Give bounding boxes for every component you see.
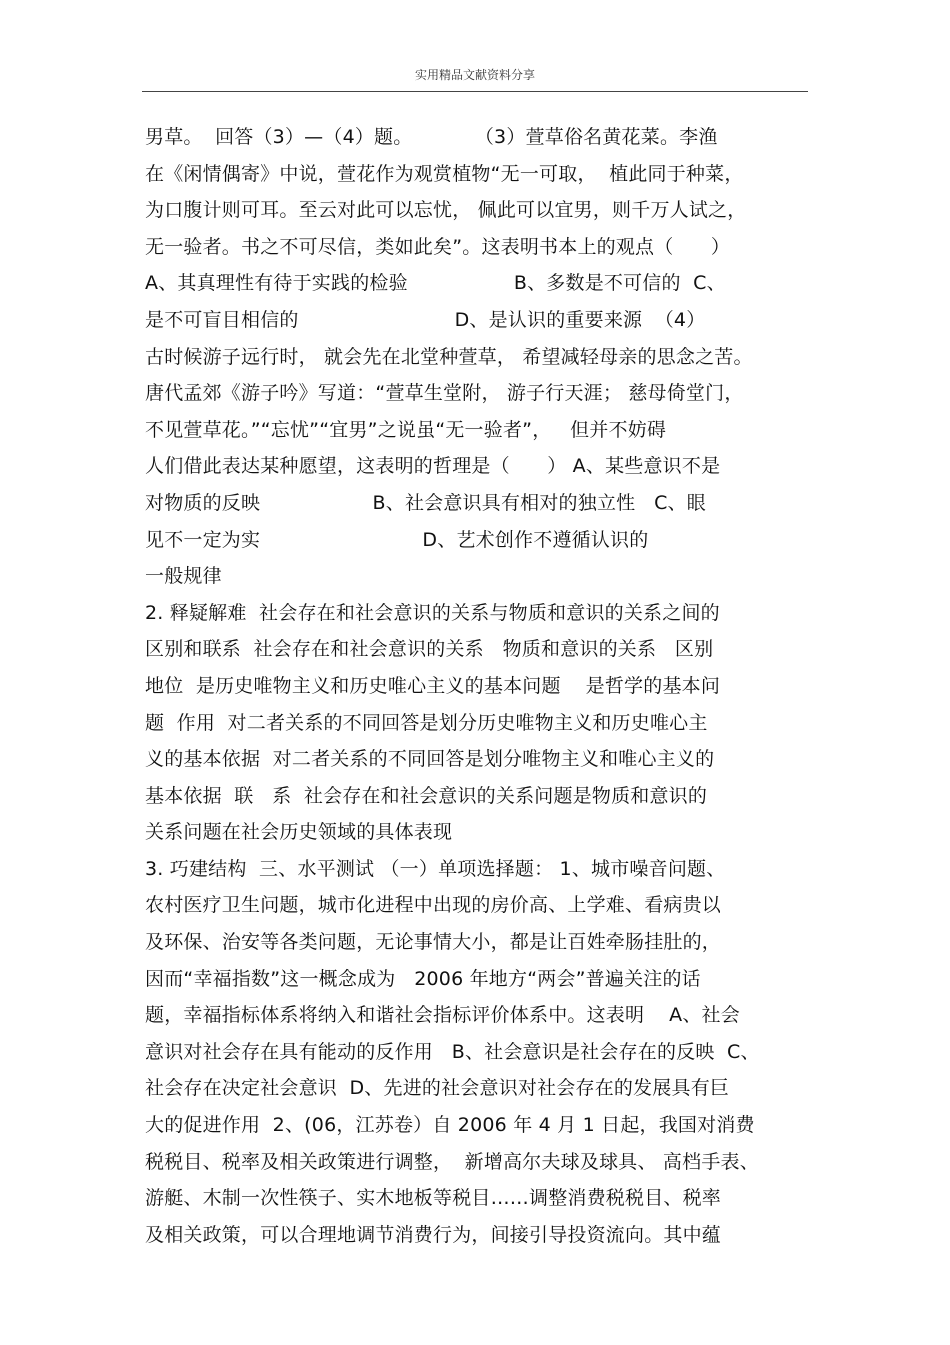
text-line: 2. 释疑解难 社会存在和社会意识的关系与物质和意识的关系之间的	[145, 601, 720, 624]
text-line: 地位 是历史唯物主义和历史唯心主义的基本问题 是哲学的基本问	[145, 674, 721, 697]
text-line: 人们借此表达某种愿望，这表明的哲理是（ ） A、某些意识不是	[145, 455, 721, 478]
text-line: 题，幸福指标体系将纳入和谐社会指标评价体系中。这表明 A、社会	[145, 1004, 740, 1027]
text-line: 及环保、治安等各类问题，无论事情大小，都是让百姓牵肠挂肚的，	[145, 931, 722, 954]
text-line: 关系问题在社会历史领域的具体表现	[145, 821, 453, 844]
text-line: 及相关政策，可以合理地调节消费行为，间接引导投资流向。其中蕴	[145, 1223, 722, 1246]
text-line: 是不可盲目相信的 D、是认识的重要来源 （4）	[145, 308, 706, 331]
text-line: 农村医疗卫生问题，城市化进程中出现的房价高、上学难、看病贵以	[145, 894, 722, 917]
text-line: 无一验者。书之不可尽信，类如此矣”。这表明书本上的观点（ ）	[145, 235, 731, 258]
text-line: 一般规律	[145, 565, 222, 588]
text-line: 游艇、木制一次性筷子、实木地板等税目……调整消费税税目、税率	[145, 1187, 722, 1210]
text-line: 大的促进作用 2、(06，江苏卷）自 2006 年 4 月 1 日起，我国对消费	[145, 1114, 755, 1137]
text-line: 社会存在决定社会意识 D、先进的社会意识对社会存在的发展具有巨	[145, 1077, 730, 1100]
header-divider	[142, 91, 808, 92]
text-line: 见不一定为实 D、艺术创作不遵循认识的	[145, 528, 649, 551]
text-line: 唐代孟郊《游子吟》写道：“萱草生堂附， 游子行天涯； 慈母倚堂门，	[145, 382, 744, 405]
page-header: 实用精品文献资料分享	[414, 68, 535, 82]
text-line: 古时候游子远行时， 就会先在北堂种萱草， 希望减轻母亲的思念之苦。	[145, 345, 753, 368]
text-line: 为口腹计则可耳。至云对此可以忘忧， 佩此可以宜男，则千万人试之，	[145, 199, 747, 222]
text-line: 因而“幸福指数”这一概念成为 2006 年地方“两会”普遍关注的话	[145, 967, 701, 990]
text-line: 税税目、税率及相关政策进行调整， 新增高尔夫球及球具、 高档手表、	[145, 1150, 759, 1173]
text-line: 对物质的反映 B、社会意识具有相对的独立性 C、眼	[145, 491, 706, 514]
text-line: 3. 巧建结构 三、水平测试 （一）单项选择题： 1、城市噪音问题、	[145, 857, 726, 880]
text-line: 男草。 回答（3）—（4）题。 （3）萱草俗名黄花菜。李渔	[145, 126, 718, 148]
text-line: 义的基本依据 对二者关系的不同回答是划分唯物主义和唯心主义的	[145, 748, 715, 771]
text-line: 基本依据 联 系 社会存在和社会意识的关系问题是物质和意识的	[145, 784, 708, 807]
text-line: 意识对社会存在具有能动的反作用 B、社会意识是社会存在的反映 C、	[145, 1040, 760, 1063]
text-line: A、其真理性有待于实践的检验 B、多数是不可信的 C、	[145, 272, 726, 295]
text-line: 区别和联系 社会存在和社会意识的关系 物质和意识的关系 区别	[145, 638, 714, 661]
text-line: 在《闲情偶寄》中说，萱花作为观赏植物“无一可取， 植此同于种菜，	[145, 162, 744, 185]
text-line: 不见萱草花。”“忘忧”“宜男”之说虽“无一验者”， 但并不妨碍	[145, 418, 667, 441]
text-line: 题 作用 对二者关系的不同回答是划分历史唯物主义和历史唯心主	[145, 711, 708, 734]
document-body	[145, 119, 825, 1253]
